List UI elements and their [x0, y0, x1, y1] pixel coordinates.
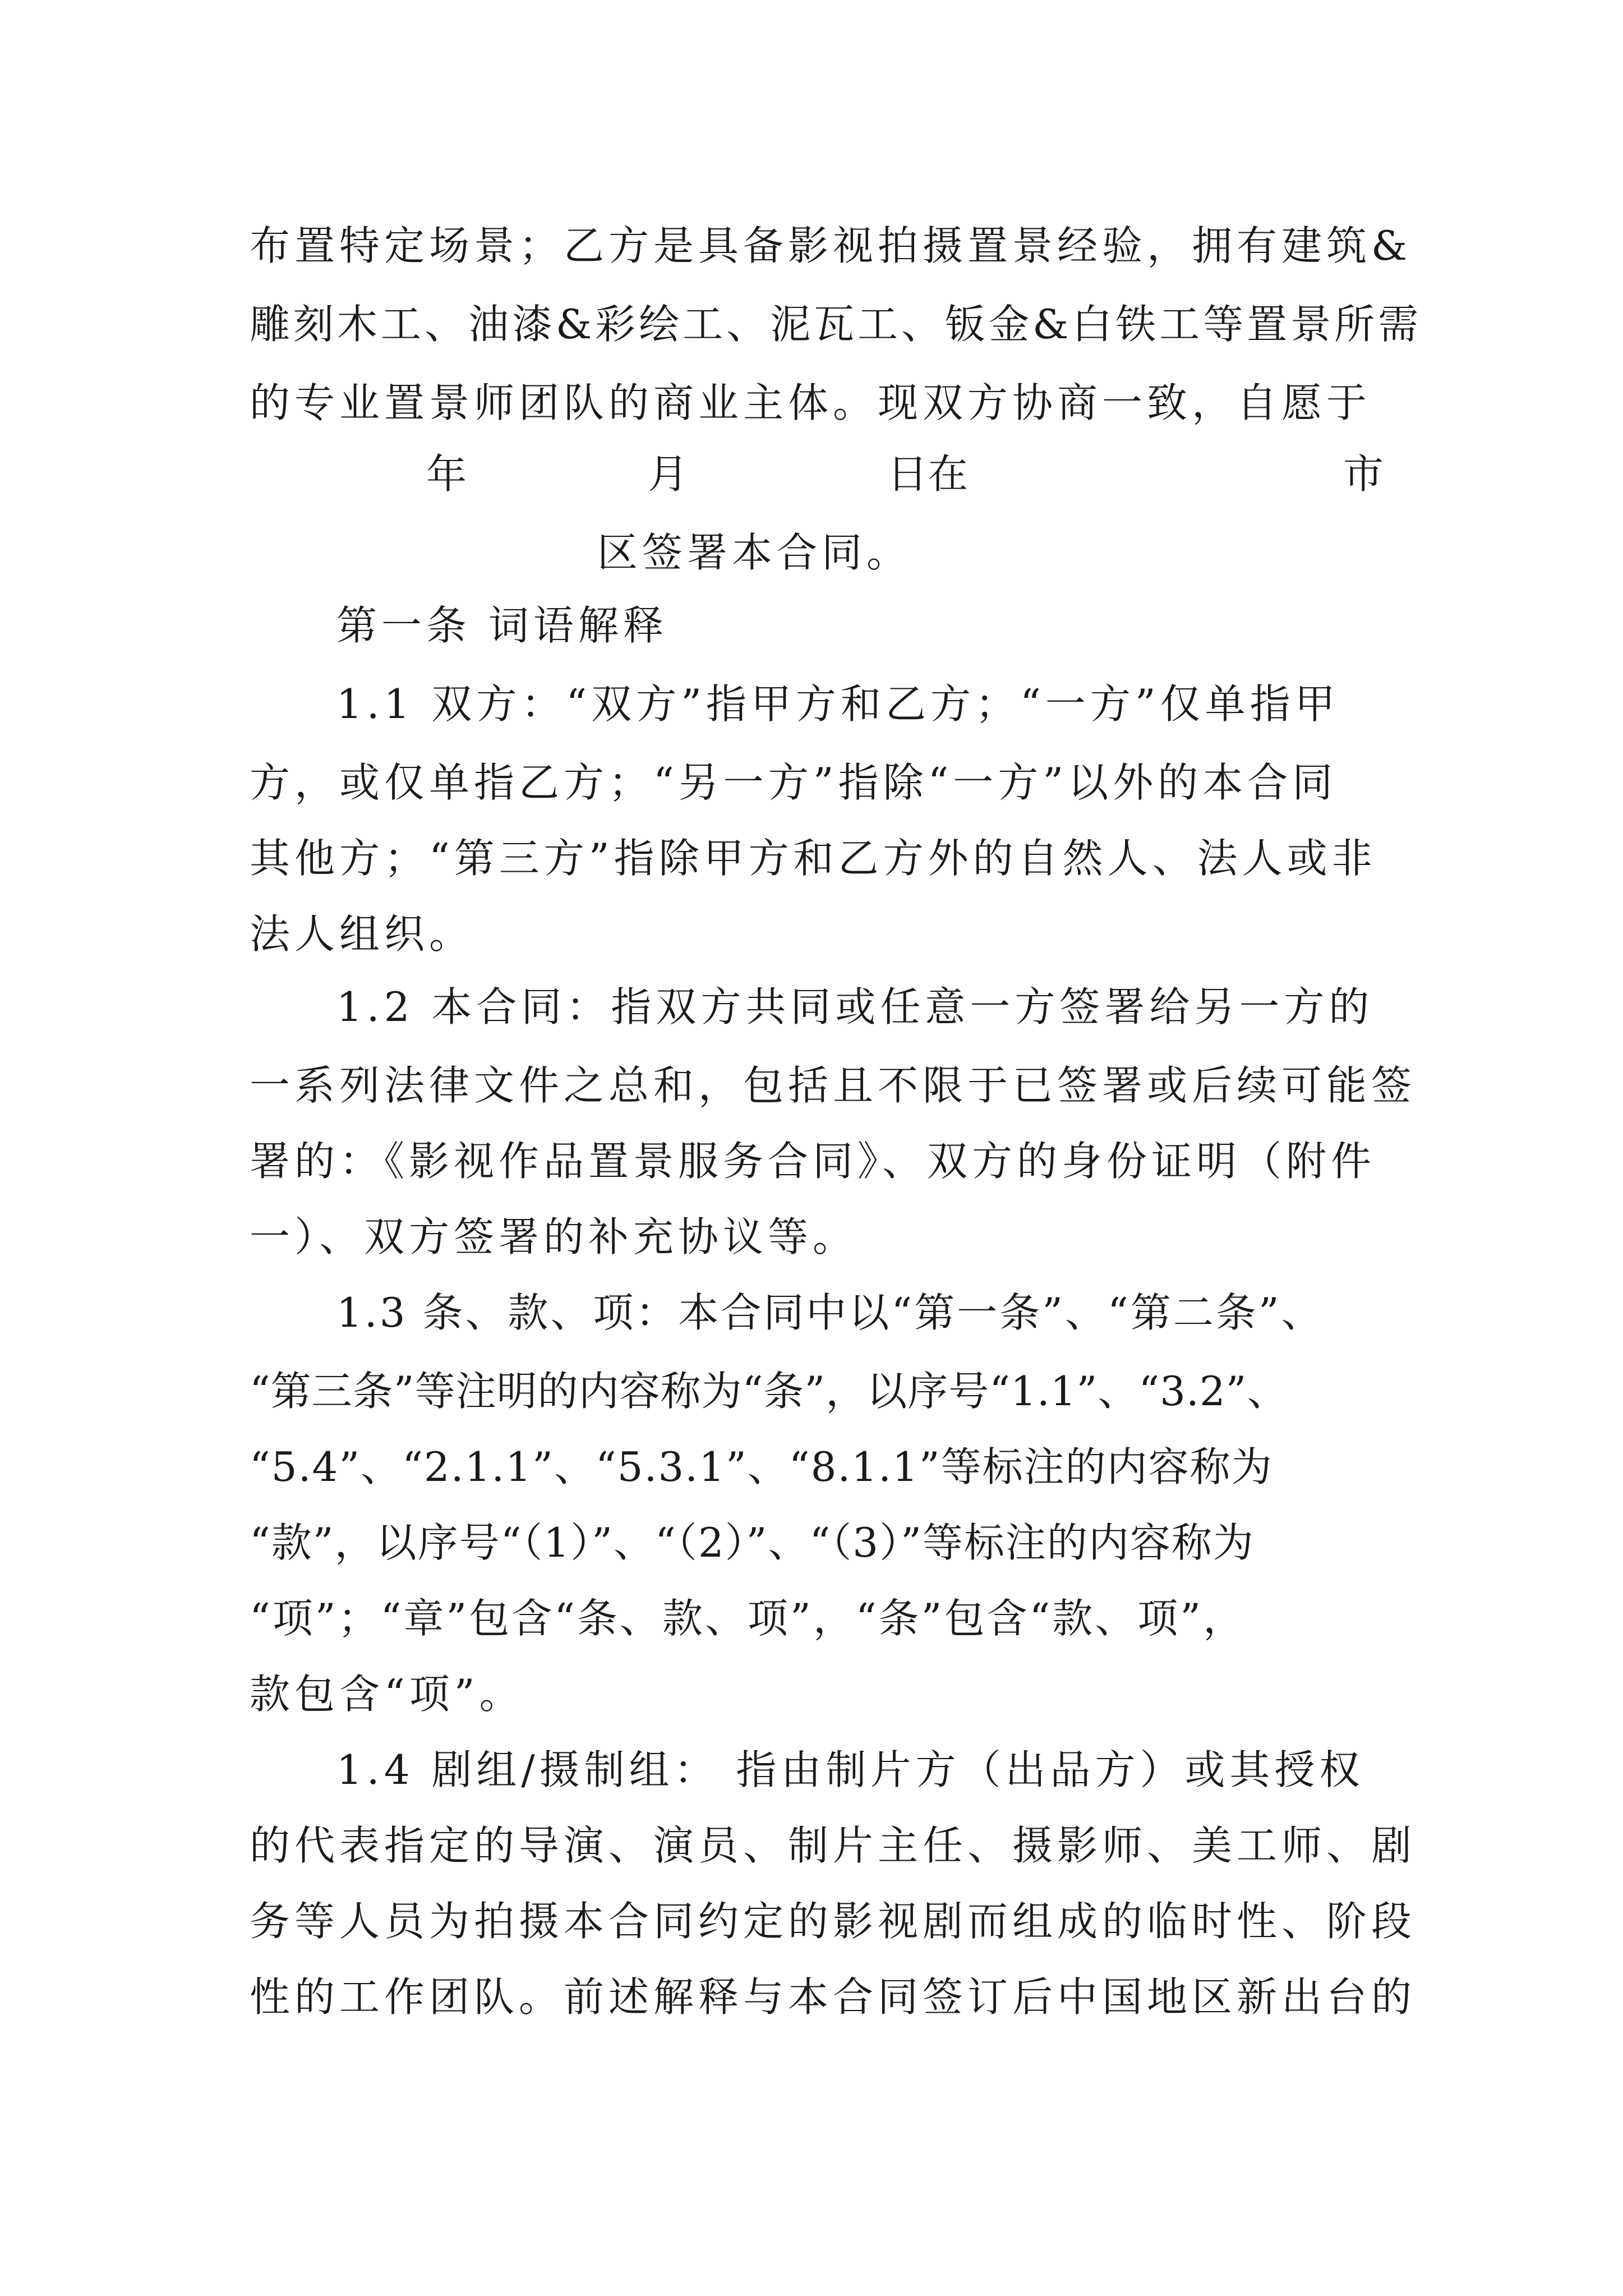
clause-1-1-line-4: 法人组织。	[250, 910, 474, 958]
clause-1-3-line-2: “第三条”等注明的内容称为“条”，以序号“1.1”、“3.2”、	[250, 1368, 1288, 1415]
clause-1-3-line-5: “项”；“章”包含“条、款、项”，“条”包含“款、项”，	[250, 1595, 1246, 1642]
article-1-heading: 第一条 词语解释	[336, 602, 668, 649]
clause-1-3-line-4: “款”，以序号“（1）”、“（2）”、“（3）”等标注的内容称为	[250, 1519, 1255, 1566]
date-city-label: 市	[1343, 450, 1384, 498]
date-day-at-label: 日在	[887, 450, 969, 498]
date-month-label: 月	[648, 450, 689, 498]
clause-1-2-line-3: 署的：《影视作品置景服务合同》、双方的身份证明（附件	[250, 1138, 1376, 1185]
clause-1-3-line-3: “5.4”、“2.1.1”、“5.3.1”、“8.1.1”等标注的内容称为	[250, 1443, 1273, 1490]
clause-1-2-line-2: 一系列法律文件之总和，包括且不限于已签署或后续可能签	[250, 1062, 1417, 1109]
clause-1-1-line-2: 方，或仅单指乙方；“另一方”指除“一方”以外的本合同	[250, 759, 1338, 806]
clause-1-4-line-4: 性的工作团队。前述解释与本合同签订后中国地区新出台的	[250, 1973, 1417, 2021]
text-line-3: 的专业置景师团队的商业主体。现双方协商一致，自愿于	[250, 379, 1372, 426]
clause-1-4-line-3: 务等人员为拍摄本合同约定的影视剧而组成的临时性、阶段	[250, 1898, 1417, 1945]
clause-1-1-line-1: 1.1 双方：“双方”指甲方和乙方；“一方”仅单指甲	[336, 680, 1340, 728]
text-line-sign-place: 区签署本合同。	[597, 529, 912, 576]
text-line-1: 布置特定场景；乙方是具备影视拍摄置景经验，拥有建筑&	[250, 222, 1412, 269]
clause-1-2-line-1: 1.2 本合同：指双方共同或任意一方签署给另一方的	[336, 983, 1374, 1030]
clause-1-1-line-3: 其他方；“第三方”指除甲方和乙方外的自然人、法人或非	[250, 835, 1377, 882]
date-year-label: 年	[426, 450, 467, 498]
text-line-2: 雕刻木工、油漆&彩绘工、泥瓦工、钣金&白铁工等置景所需	[250, 301, 1422, 348]
clause-1-4-line-1: 1.4 剧组/摄制组： 指由制片方（出品方）或其授权	[336, 1746, 1364, 1793]
clause-1-3-line-6: 款包含“项”。	[250, 1671, 524, 1718]
clause-1-4-line-2: 的代表指定的导演、演员、制片主任、摄影师、美工师、剧	[250, 1822, 1417, 1869]
clause-1-3-line-1: 1.3 条、款、项：本合同中以“第一条”、“第二条”、	[336, 1289, 1324, 1336]
clause-1-2-line-4: 一）、双方签署的补充协议等。	[250, 1213, 858, 1260]
